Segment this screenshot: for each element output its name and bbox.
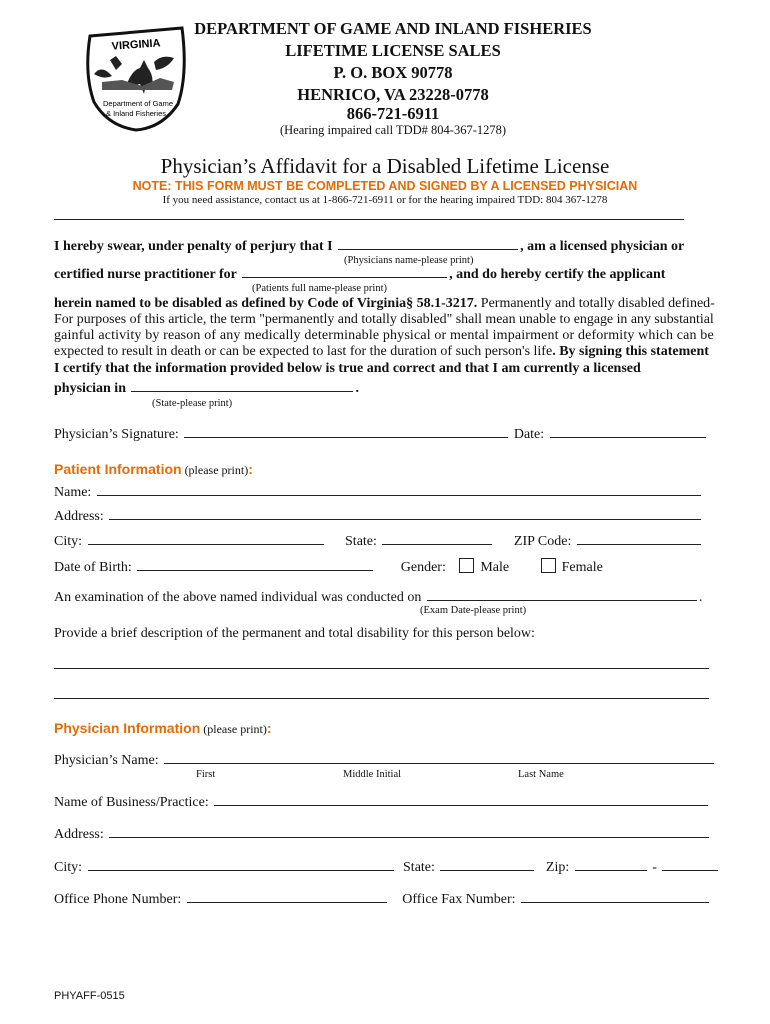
oath-text-6: expected to result in death or can be expected to last for the duration of such person's life <box>54 344 553 359</box>
oath-line1 <box>54 239 684 255</box>
seal-line1: Department of Game <box>102 99 174 108</box>
oath-text-1a: I hereby swear, under penalty of perjury that I <box>54 239 333 254</box>
patient-city-label: City: <box>54 534 83 549</box>
assistance-text: If you need assistance, contact us at 1-866-721-6911 or for the hearing impaired TDD: 804 367-1278 <box>162 194 608 206</box>
oath-text-8: physician in <box>54 381 126 396</box>
oath-text-3: Permanently and totally disabled defined- <box>477 296 715 311</box>
exam-label: An examination of the above named individual was conducted on <box>54 590 422 605</box>
header-line4: HENRICO, VA 23228-0778 <box>297 85 489 104</box>
header-divider <box>54 219 684 220</box>
physician-zip4-input[interactable] <box>662 869 718 871</box>
male-label: Male <box>480 560 510 575</box>
patient-state-label: State: <box>345 534 377 549</box>
oath-text-2a: certified nurse practitioner for <box>54 267 237 282</box>
oath-line8 <box>54 381 359 397</box>
disability-description-line-1[interactable] <box>54 668 709 669</box>
physician-phone-row <box>54 892 711 908</box>
office-phone-label: Office Phone Number: <box>54 892 182 907</box>
patient-name-row <box>54 485 703 501</box>
patient-city-row <box>54 534 703 550</box>
first-name-caption: First <box>196 769 216 780</box>
header-phone: 866-721-6911 <box>346 104 440 123</box>
physician-heading <box>54 720 272 738</box>
physician-zip-label: Zip: <box>545 860 570 875</box>
date-label: Date: <box>513 427 545 442</box>
physician-zip-input[interactable] <box>575 869 647 871</box>
signature-label: Physician’s Signature: <box>54 427 179 442</box>
patient-full-name-field[interactable] <box>242 276 447 278</box>
physician-name-field[interactable] <box>338 248 518 250</box>
code-reference: herein named to be disabled as defined by Code of Virginia§ 58.1-3217. <box>54 296 478 311</box>
last-name-caption: Last Name <box>518 769 564 780</box>
exam-end: . <box>698 590 703 605</box>
middle-initial-caption: Middle Initial <box>343 769 402 780</box>
physician-name-label: Physician’s Name: <box>54 753 159 768</box>
physician-name-caption: (Physicians name-please print) <box>344 255 474 266</box>
patient-please-print: (please print) <box>181 463 249 477</box>
patient-name-input[interactable] <box>97 494 701 496</box>
physician-city-label: City: <box>54 860 83 875</box>
patient-address-label: Address: <box>54 509 104 524</box>
header-line3: P. O. BOX 90778 <box>333 63 453 82</box>
physician-heading-colon: : <box>266 720 272 736</box>
disability-description-line-2[interactable] <box>54 698 709 699</box>
physician-state-field[interactable] <box>131 390 353 392</box>
form-note: NOTE: THIS FORM MUST BE COMPLETED AND SIGNED BY A LICENSED PHYSICIAN <box>132 179 638 193</box>
physician-city-row <box>54 860 720 876</box>
dob-input[interactable] <box>137 569 373 571</box>
patient-name-caption: (Patients full name-please print) <box>252 283 387 294</box>
physician-state-input[interactable] <box>440 869 534 871</box>
patient-zip-input[interactable] <box>577 543 701 545</box>
physician-city-input[interactable] <box>88 869 394 871</box>
patient-zip-label: ZIP Code: <box>513 534 572 549</box>
date-field[interactable] <box>550 436 706 438</box>
oath-text-1b: , am a licensed physician or <box>520 239 685 254</box>
business-row <box>54 795 710 811</box>
exam-row <box>54 590 702 606</box>
office-fax-label: Office Fax Number: <box>402 892 516 907</box>
exam-date-caption: (Exam Date-please print) <box>420 605 527 616</box>
patient-city-input[interactable] <box>88 543 324 545</box>
physician-name-row <box>54 753 716 769</box>
office-phone-input[interactable] <box>187 901 387 903</box>
patient-heading-colon: : <box>248 461 253 477</box>
oath-line3 <box>54 296 715 312</box>
oath-text-6-bold: . By signing this statement <box>552 344 709 359</box>
seal-state-text: VIRGINIA <box>111 37 161 53</box>
dob-label: Date of Birth: <box>54 560 132 575</box>
state-caption: (State-please print) <box>152 398 233 409</box>
patient-dob-row <box>54 558 603 576</box>
oath-text-2b: , and do hereby certify the applicant <box>449 267 666 282</box>
physician-address-row <box>54 827 711 843</box>
physician-heading-text: Physician Information <box>54 720 201 736</box>
signature-field[interactable] <box>184 436 508 438</box>
oath-line2 <box>54 267 665 283</box>
header-tdd: (Hearing impaired call TDD# 804-367-1278) <box>279 123 507 137</box>
oath-line5: gainful activity by reason of any medically determinable physical or mental impairment or deformity which can be <box>54 328 714 343</box>
business-input[interactable] <box>214 804 708 806</box>
patient-address-row <box>54 509 703 525</box>
physician-state-label: State: <box>403 860 435 875</box>
form-id: PHYAFF-0515 <box>54 990 125 1002</box>
patient-heading <box>54 461 253 479</box>
gender-label: Gender: <box>400 560 446 575</box>
exam-date-input[interactable] <box>427 599 697 601</box>
patient-heading-text: Patient Information <box>54 461 182 477</box>
male-checkbox[interactable] <box>459 558 474 573</box>
physician-please-print: (please print) <box>200 722 267 736</box>
physician-address-label: Address: <box>54 827 104 842</box>
disability-description-label: Provide a brief description of the permanent and total disability for this person below: <box>54 626 535 641</box>
patient-address-input[interactable] <box>109 518 701 520</box>
oath-line6 <box>54 344 709 360</box>
patient-state-input[interactable] <box>382 543 492 545</box>
dgif-seal-logo <box>82 24 192 132</box>
header-line1: DEPARTMENT OF GAME AND INLAND FISHERIES <box>194 19 592 38</box>
form-title: Physician’s Affidavit for a Disabled Lifetime License <box>160 154 610 178</box>
seal-line2: & Inland Fisheries <box>105 109 167 118</box>
office-fax-input[interactable] <box>521 901 709 903</box>
physician-name-input[interactable] <box>164 762 714 764</box>
business-label: Name of Business/Practice: <box>54 795 209 810</box>
female-checkbox[interactable] <box>541 558 556 573</box>
header-line2: LIFETIME LICENSE SALES <box>285 41 501 60</box>
oath-text-8-end: . <box>355 381 359 396</box>
zip-dash: - <box>652 860 657 875</box>
signature-row <box>54 427 708 443</box>
female-label: Female <box>561 560 603 575</box>
oath-line4: For purposes of this article, the term "permanently and totally disabled" shall mean unable to engage in any substantial <box>54 312 714 327</box>
oath-line7: I certify that the information provided below is true and correct and that I am currently a licensed <box>54 361 641 376</box>
patient-name-label: Name: <box>54 485 92 500</box>
physician-address-input[interactable] <box>109 836 709 838</box>
